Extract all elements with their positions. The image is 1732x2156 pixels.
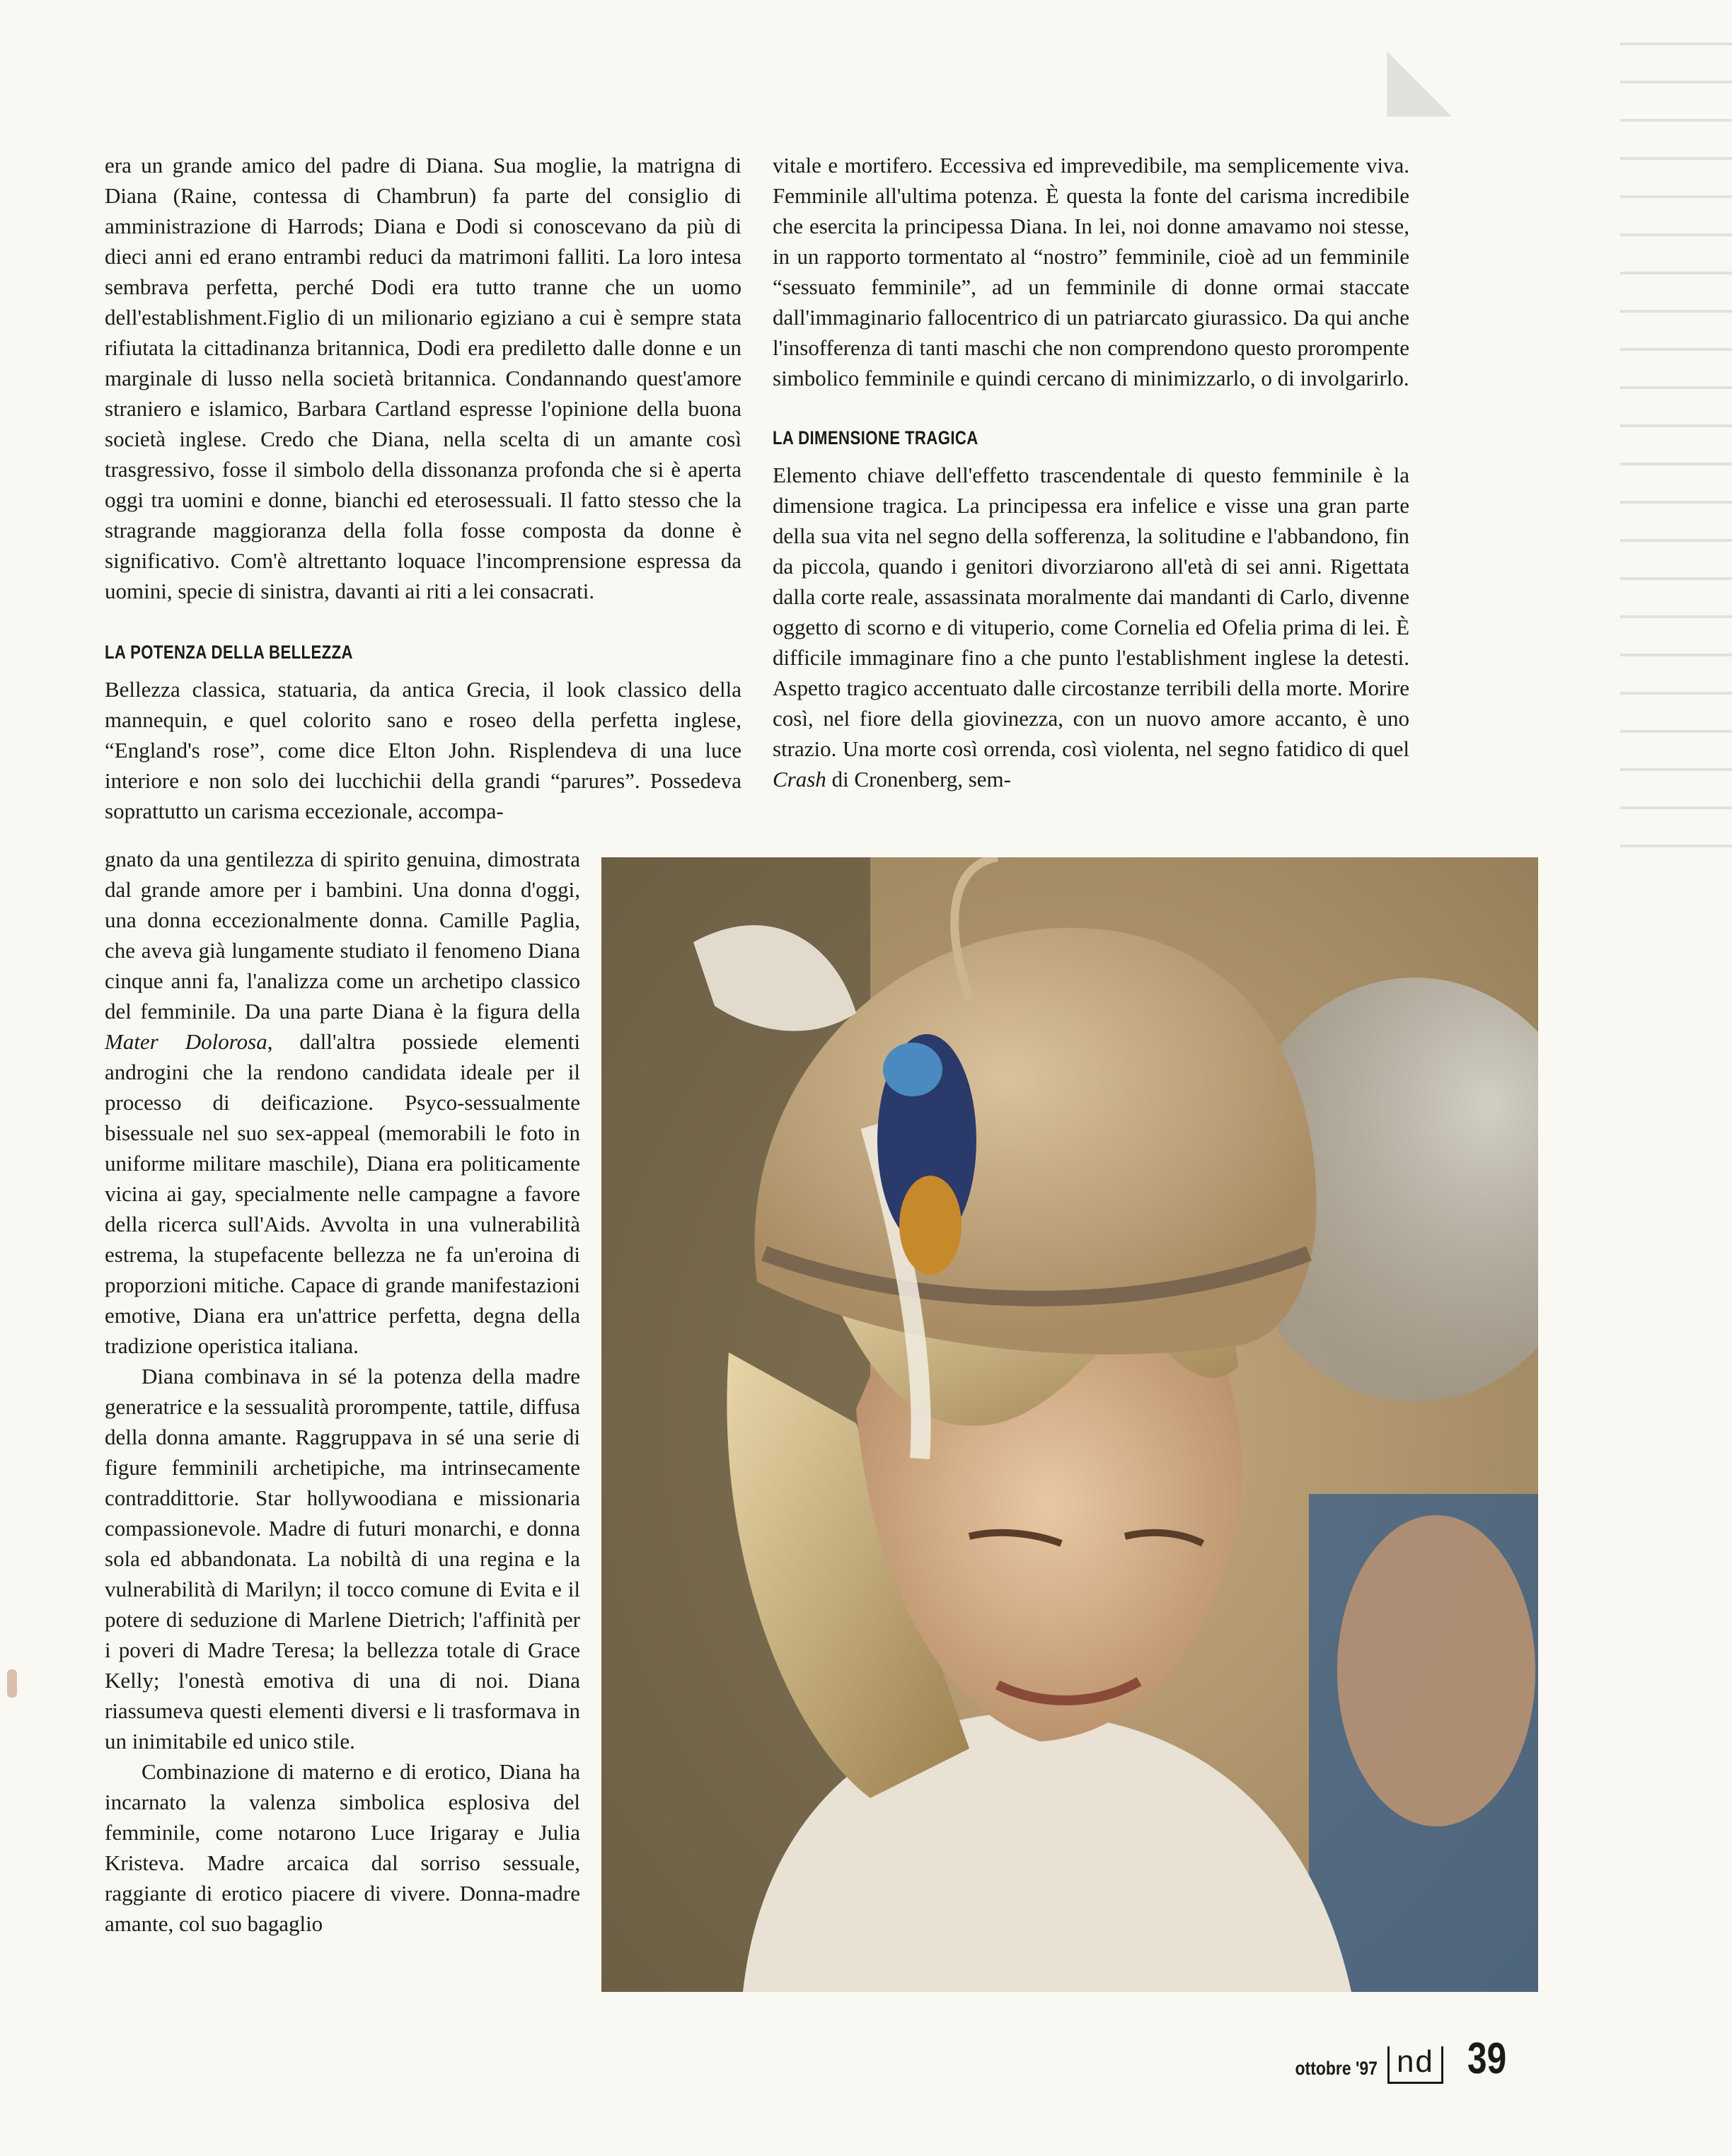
page-footer (1281, 2034, 1516, 2084)
bellezza-text-b: , dall'altra possiede elementi androgini che la rendono candidata ideale per il processo di deificazione. Psyco-sessualmente bisessuale nel suo sex-appeal (memorabili le foto in uniforme militare maschile), Diana era politicamente vicina ai gay, specialmente nelle campagne a favore della ricerca sull'Aids. Avvolta in una vulnerabilità estrema, la stupefacente bellezza ne fa un'eroina di proporzioni mitiche. Capace di grande manifestazioni emotive, Diana era un'attrice perfetta, degna della tradizione operistica italiana. (105, 1029, 580, 1358)
combinava-paragraph: Diana combinava in sé la potenza della madre generatrice e la sessualità prorompente, tattile, diffusa della donna amante. Raggruppava in sé una serie di figure femminili archetipiche, ma intrinsecamente contraddittorie. Star hollywoodiana e missionaria compassionevole. Madre di futuri monarchi, e donna sola ed abbandonata. La nobiltà di una regina e la vulnerabilità di Marilyn; il tocco comune di Evita e il potere di seduzione di Marlene Dietrich; l'affinità per i poveri di Madre Teresa; la bellezza totale di Grace Kelly; l'onestà emotiva di una di noi. Diana riassumeva questi elementi diversi e li trasformava in un inimitabile ed unico stile. (105, 1364, 580, 1754)
bleed-through-texture (1620, 42, 1732, 877)
vitale-paragraph: vitale e mortifero. Eccessiva ed imprevedibile, ma semplicemente viva. Femminile all'ultima potenza. È questa la fonte del carisma incredibile che esercita la principessa Diana. In lei, noi donne amavamo noi stesse, in un rapporto tormentato al “nostro” femminile, cioè ad un femminile “sessuato femminile”, ad un femminile di donne ormai staccate dall'immaginario fallocentrico di un patriarcato giurassico. Da qui anche l'insofferenza di tanti maschi che non comprendono questo prorompente simbolico femminile e quindi cercano di minimizzarlo, o di involgarirlo. (773, 153, 1409, 390)
section-heading-tragica: LA DIMENSIONE TRAGICA (773, 427, 978, 448)
left-column-top (105, 150, 741, 826)
intro-paragraph: era un grande amico del padre di Diana. Sua moglie, la matrigna di Diana (Raine, contessa di Chambrun) fa parte del consiglio di amministrazione di Harrods; Diana e Dodi si conoscevano da più di dieci anni ed erano entrambi reduci da matrimoni falliti. La loro intesa sembrava perfetta, perché Dodi era tutto tranne che un uomo dell'establishment.Figlio di un milionario egiziano a cui è sempre stata rifiutata la cittadinanza britannica, Dodi era prediletto dalle donne e un marginale di lusso nella società britannica. Condannando quest'amore straniero e islamico, Barbara Cartland espresse l'opinione della buona società inglese. Credo che Diana, nella scelta di un amante così trasgressivo, fosse il simbolo della dissonanza profonda che si è aperta oggi tra uomini e donne, bianchi ed eterosessuali. Il fatto stesso che la stragrande maggioranza della folla fosse composta da donne è significativo. Com'è altrettanto loquace l'incomprensione espressa da uomini, specie di sinistra, davanti ai riti a lei consacrati. (105, 153, 741, 603)
bellezza-paragraph-wide: Bellezza classica, statuaria, da antica Grecia, il look classico della mannequin, e quel colorito sano e roseo della perfetta inglese, “England's rose”, come dice Elton John. Risplendeva di una luce interiore e non solo dei lucchichii della grandi “parures”. Possedeva soprattutto un carisma eccezionale, accompa- (105, 677, 741, 823)
page-number: 39 (1467, 2034, 1507, 2083)
paper-stain (7, 1669, 17, 1698)
left-column-narrow (105, 844, 580, 1939)
tragica-paragraph (773, 460, 1409, 794)
photo-illustration (601, 857, 1538, 1992)
bleed-through-decoration: ◣ (1387, 30, 1455, 124)
background-face-right (1337, 1515, 1535, 1826)
tragica-text-a: Elemento chiave dell'effetto trascendentale di questo femminile è la dimensione tragica. La principessa era infelice e visse una gran parte della sua vita nel segno della sofferenza, la solitudine e l'abbandono, fin da piccola, quando i genitori divorziarono all'età di sei anni. Rigettata dalla corte reale, assassinata moralmente dai mandanti di Carlo, divenne oggetto di scorno e di vituperio, come Cornelia ed Ofelia prima di lei. È difficile immaginare fino a che punto l'establishment inglese la detesti. Aspetto tragico accentuato dalle circostanze terribili della morte. Morire così, nel fiore della giovinezza, con un nuovo amore accanto, è uno strazio. Una morte così orrenda, così violenta, nel segno fatidico di quel (773, 463, 1409, 761)
crash-italic: Crash (773, 767, 826, 792)
magazine-logo: nd (1387, 2046, 1443, 2084)
bellezza-text-a: gnato da una gentilezza di spirito genuina, dimostrata dal grande amore per i bambini. Una donna d'oggi, una donna eccezionalmente donna. Camille Paglia, che aveva già lungamente studiato il fenomeno Diana cinque anni fa, l'analizza come un archetipo classico del femminile. Da una parte Diana è la figura della (105, 847, 580, 1024)
issue-date: ottobre '97 (1295, 2058, 1378, 2079)
bellezza-paragraph-narrow (105, 844, 580, 1361)
tragica-text-b: di Cronenberg, sem- (826, 767, 1011, 792)
combinazione-paragraph: Combinazione di materno e di erotico, Diana ha incarnato la valenza simbolica esplosiva del femminile, come notarono Luce Irigaray e Julia Kristeva. Madre arcaica dal sorriso sessuale, raggiante di erotico piacere di vivere. Donna-madre amante, col suo bagaglio (105, 1759, 580, 1936)
right-column-top (773, 150, 1409, 794)
mater-dolorosa-italic: Mater Dolorosa (105, 1029, 267, 1054)
feather-brooch-blue (883, 1043, 942, 1096)
section-heading-bellezza: LA POTENZA DELLA BELLEZZA (105, 642, 353, 663)
feather-brooch-orange (899, 1176, 962, 1275)
diana-portrait-photo (601, 857, 1538, 1992)
